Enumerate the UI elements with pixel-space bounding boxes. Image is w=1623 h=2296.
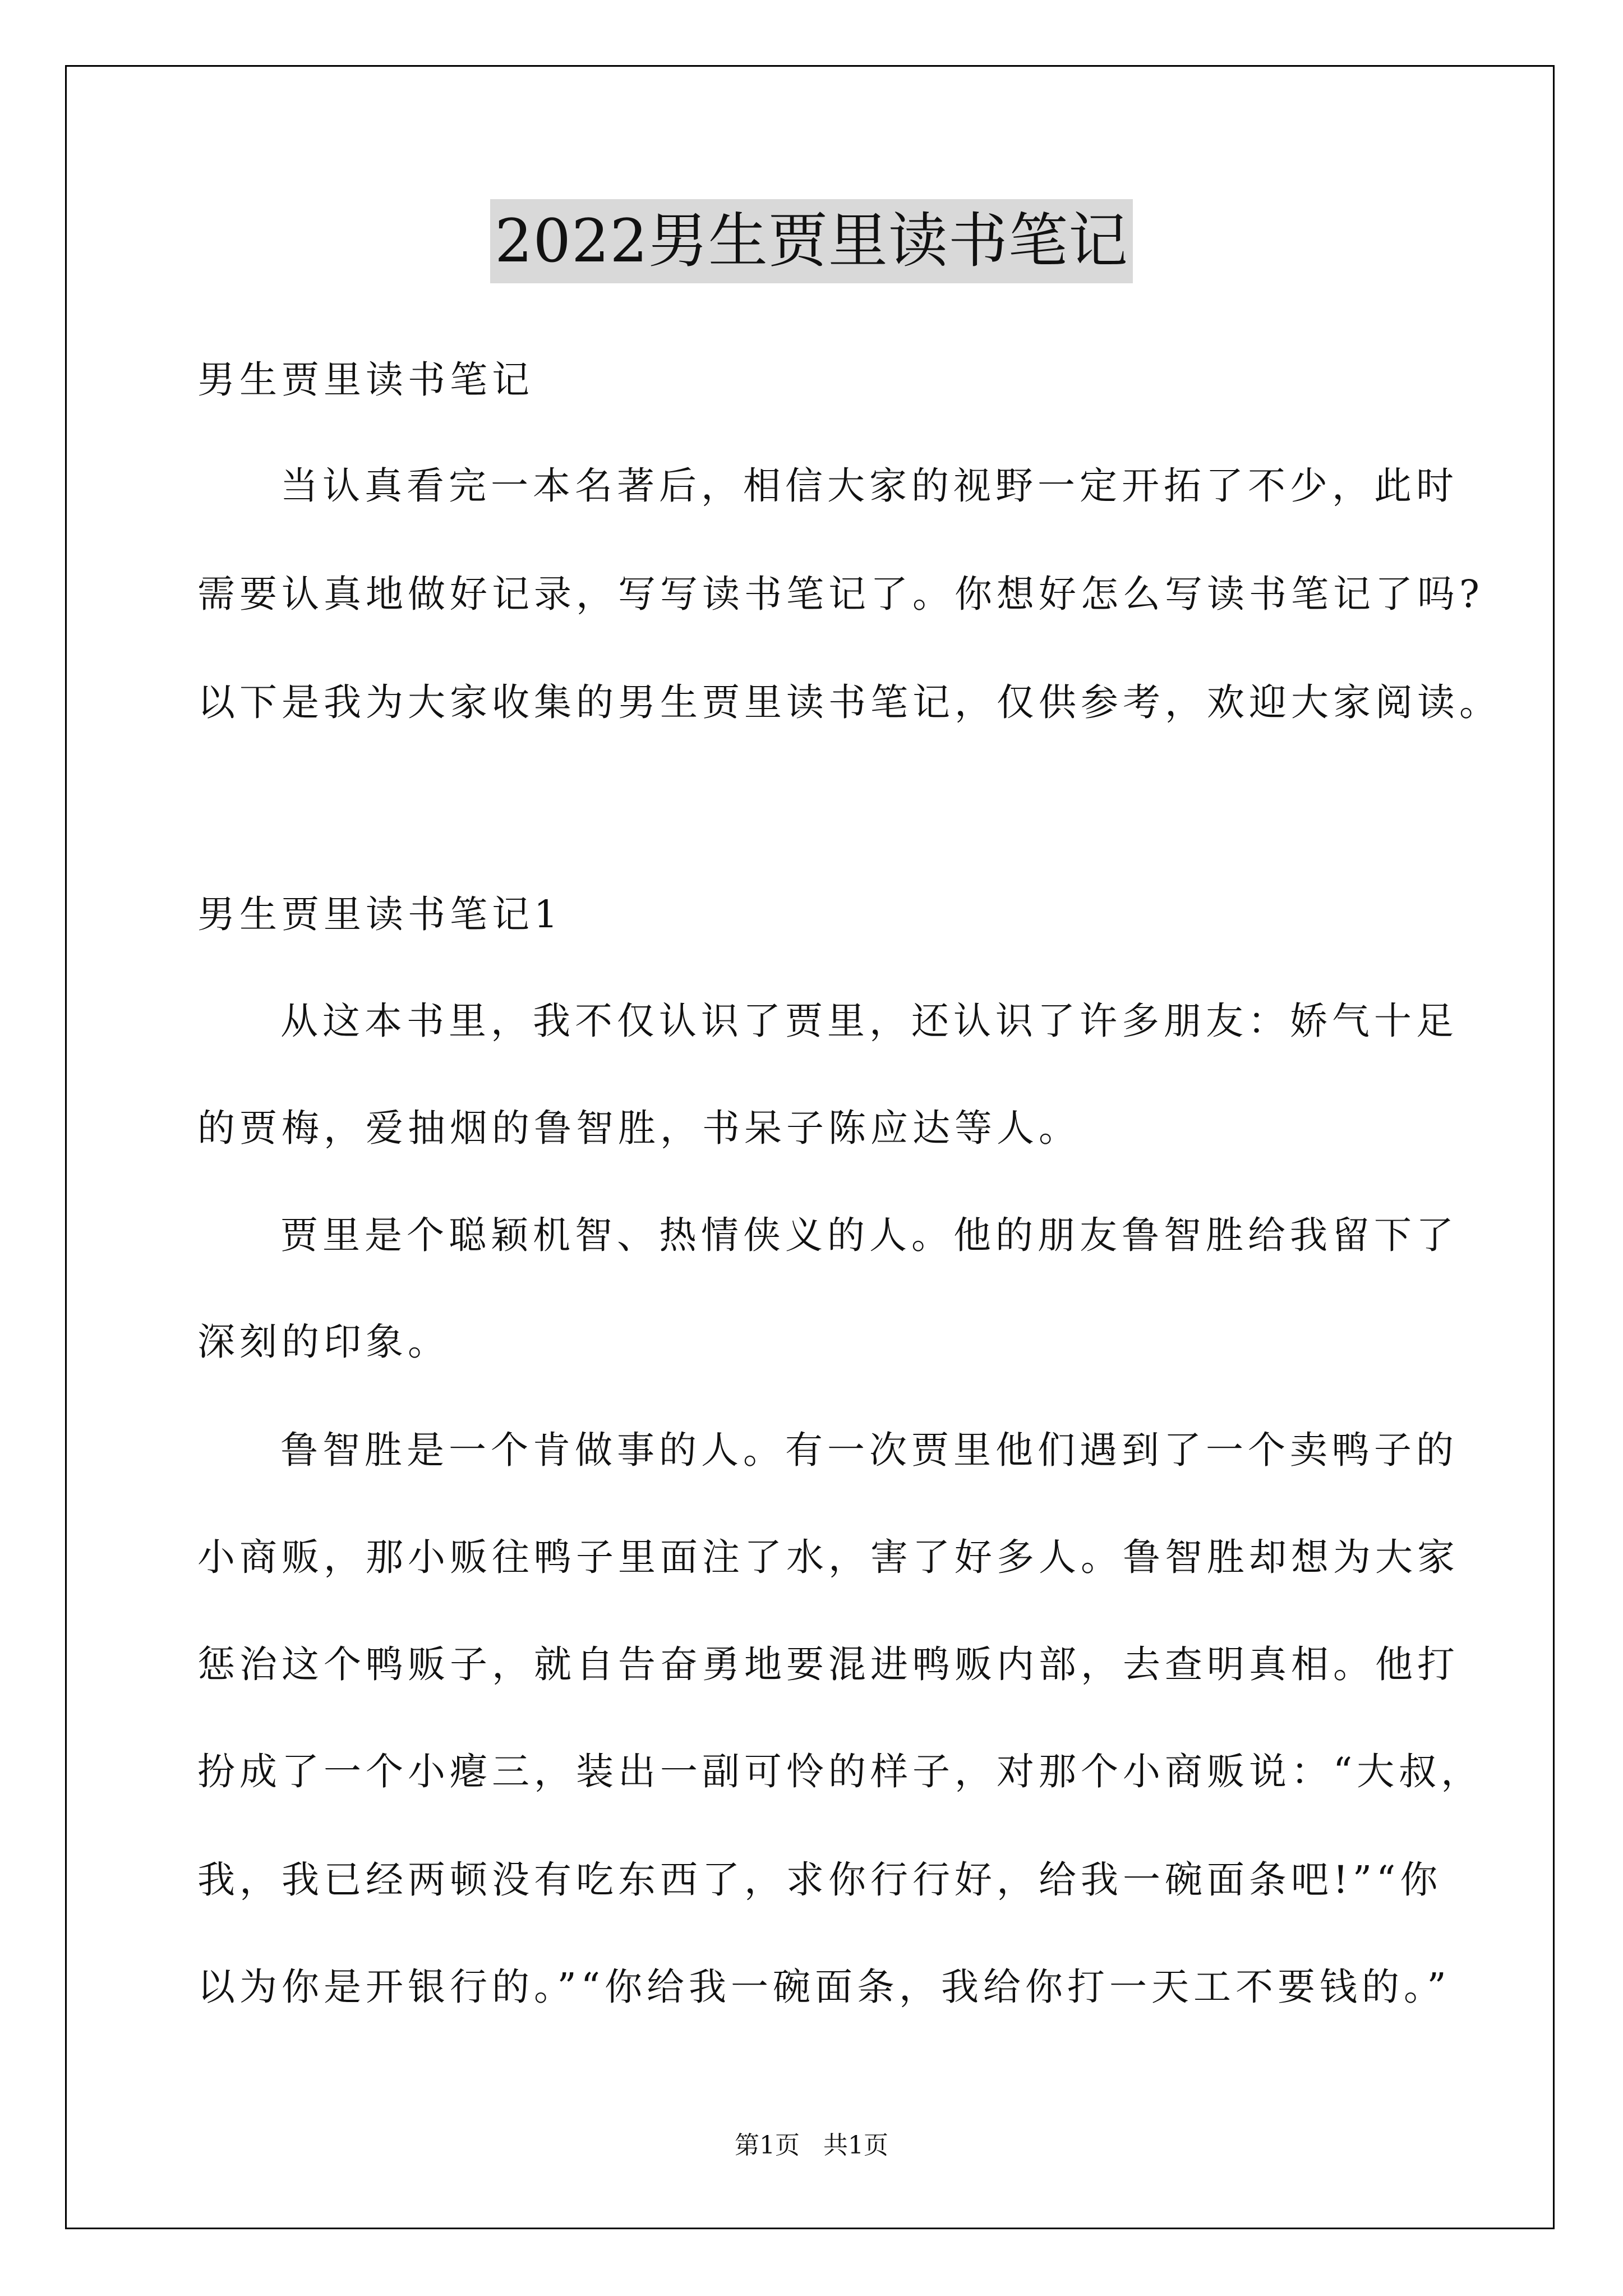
- body-line: 从这本书里，我不仅认识了贾里，还认识了许多朋友：娇气十足: [280, 999, 1458, 1043]
- title-container: [0, 199, 1623, 283]
- body-line: 的贾梅，爱抽烟的鲁智胜，书呆子陈应达等人。: [197, 1106, 1081, 1150]
- body-line: 深刻的印象。: [197, 1320, 450, 1364]
- intro-line: 以下是我为大家收集的男生贾里读书笔记，仅供参考，欢迎大家阅读。: [197, 680, 1501, 724]
- document-subtitle: 男生贾里读书笔记: [197, 358, 534, 402]
- intro-line: 当认真看完一本名著后，相信大家的视野一定开拓了不少，此时: [280, 464, 1458, 508]
- body-line: 我，我已经两顿没有吃东西了，求你行行好，给我一碗面条吧!”“你: [197, 1858, 1442, 1902]
- page-footer: [0, 2129, 1623, 2162]
- body-line: 以为你是开银行的。”“你给我一碗面条，我给你打一天工不要钱的。”: [197, 1965, 1451, 2009]
- body-line: 小商贩，那小贩往鸭子里面注了水，害了好多人。鲁智胜却想为大家: [197, 1535, 1459, 1579]
- body-line: 惩治这个鸭贩子，就自告奋勇地要混进鸭贩内部，去查明真相。他打: [197, 1642, 1459, 1686]
- body-line: 鲁智胜是一个肯做事的人。有一次贾里他们遇到了一个卖鸭子的: [280, 1428, 1458, 1472]
- body-line: 贾里是个聪颖机智、热情侠义的人。他的朋友鲁智胜给我留下了: [280, 1213, 1458, 1257]
- intro-line: 需要认真地做好记录，写写读书笔记了。你想好怎么写读书笔记了吗?: [197, 572, 1484, 616]
- document-title: 2022男生贾里读书笔记: [490, 199, 1133, 283]
- page-total: 共1页: [823, 2131, 888, 2160]
- page-number: 第1页: [735, 2131, 800, 2160]
- body-line: 扮成了一个小瘪三，装出一副可怜的样子，对那个小商贩说：“大叔，: [197, 1750, 1483, 1793]
- section-heading: 男生贾里读书笔记1: [197, 892, 562, 936]
